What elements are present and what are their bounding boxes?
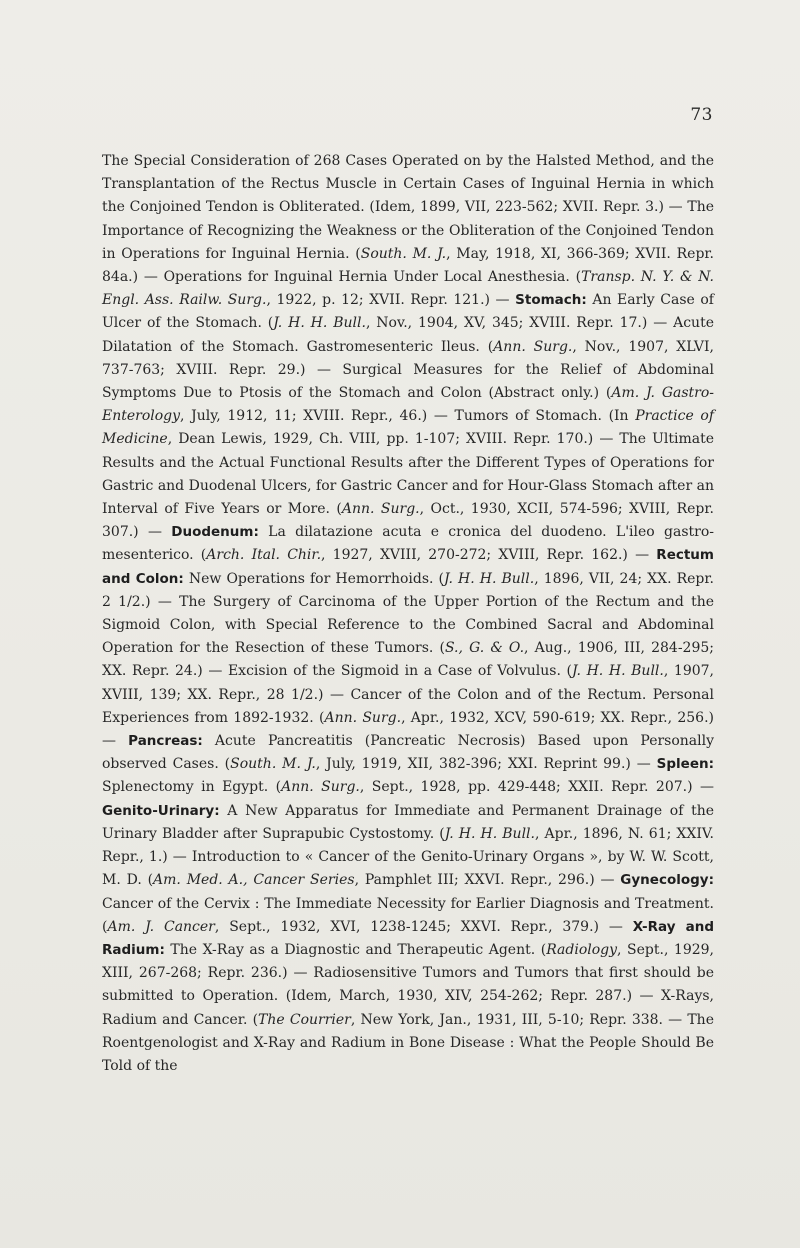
category-heading-duodenum: Duodenum: [171,524,259,541]
text-run: Splenectomy in Egypt. ( [102,779,282,796]
journal-title: Ann. Surg. [493,338,573,355]
journal-title: Ann. Surg. [341,501,420,518]
text-run: , 1896, VII, 24; XX. Repr. 2 1/2.) — The Surgery of Carcinoma of the Upper Portion of the Rectum and the Sigmoid Colon, with Special Reference to the Combined Sacral and Abdominal Operation for the Resection of these Tumors. ( [102,570,714,657]
journal-title: The Courrier [258,1011,351,1028]
journal-title: Am. J. Cancer [107,918,215,935]
text-run: , Oct., 1930, XCII, 574-596; XVIII, Repr. 307.) — [102,501,714,541]
bibliography-paragraph [102,150,714,1078]
text-run: Cancer of the Cervix : The Immediate Necessity for Earlier Diagnosis and Treatment. ( [102,895,714,935]
journal-title: J. H. H. Bull. [444,570,535,587]
journal-title: S., G. & O. [444,640,525,657]
text-run: The Special Consideration of 268 Cases Operated on by the Halsted Method, and the Transplantation of the Rectus Muscle in Certain Cases of Inguinal Hernia in which the Conjoined Tendon is Obliterated. (Idem, 1899, VII, 223-562; XVII. Repr. 3.) — The Importance of Recognizing the Weakness or the Obliteration of the Conjoined Tendon in Operations for Inguinal Hernia. ( [102,153,714,262]
journal-title: J. H. H. Bull. [444,825,535,842]
text-run: , Aug., 1906, III, 284-295; XX. Repr. 24.) — Excision of the Sigmoid in a Case of Volvulus. ( [102,640,714,680]
category-heading-rectum-colon: Rectum and Colon: [102,547,714,587]
text-run: New Operations for Hemorrhoids. ( [183,570,444,587]
text-run: , 1927, XVIII, 270-272; XVIII, Repr. 162.) — [321,547,657,564]
category-heading-genito-urinary: Genito-Urinary: [102,802,220,819]
journal-title: Ann. Surg. [281,779,360,796]
journal-title: Am. J. Gastro-Enterology [102,385,715,425]
journal-title: Transp. N. Y. & N. Engl. Ass. Railw. Surg. [102,269,714,309]
text-run: , Sept., 1932, XVI, 1238-1245; XXVI. Repr., 379.) — [214,918,633,935]
journal-title: J. H. H. Bull. [273,315,366,332]
text-run: , July, 1919, XII, 382-396; XXI. Reprint 99.) — [315,756,657,773]
text-run: A New Apparatus for Immediate and Permanent Drainage of the Urinary Bladder after Suprapubic Cystostomy. ( [102,802,714,842]
page-number: 73 [690,105,713,125]
text-run: , Dean Lewis, 1929, Ch. VIII, pp. 1-107; XVIII. Repr. 170.) — The Ultimate Results and the Actual Functional Results after the Different Types of Operations for Gastric and Duodenal Ulcers, for Gastric Cancer and for Hour-Glass Stomach after an Interval of Five Years or More. ( [102,431,714,518]
journal-title: Ann. Surg. [324,709,402,726]
journal-title: Arch. Ital. Chir. [206,547,322,564]
category-heading-spleen: Spleen: [656,756,715,773]
category-heading-gynecology: Gynecology: [620,872,714,889]
text-run: , Sept., 1929, XIII, 267-268; Repr. 236.) — Radiosensitive Tumors and Tumors that first should be submitted to Operation. (Idem, March, 1930, XIV, 254-262; Repr. 287.) — X-Rays, Radium and Cancer. ( [102,941,714,1028]
journal-title: South. M. J. [230,756,316,773]
journal-title: Radiology [546,941,618,958]
text-run: The X-Ray as a Diagnostic and Therapeutic Agent. ( [164,941,547,958]
category-heading-stomach: Stomach: [515,292,587,309]
text-run: , New York, Jan., 1931, III, 5-10; Repr. 338. — The Roentgenologist and X-Ray and Radium in Bone Disease : What the People Should Be Told of the [102,1011,714,1074]
text-run: , Nov., 1907, XLVI, 737-763; XVIII. Repr. 29.) — Surgical Measures for the Relief of Abdominal Symptoms Due to Ptosis of the Stomach and Colon (Abstract only.) ( [102,338,714,402]
category-heading-xray-radium: X-Ray and Radium: [102,918,715,958]
text-run: Acute Pancreatitis (Pancreatic Necrosis) Based upon Personally observed Cases. ( [102,733,715,773]
journal-title: J. H. H. Bull. [572,663,664,680]
text-run: , May, 1918, XI, 366-369; XVII. Repr. 84a.) — Operations for Inguinal Hernia Under Local Anesthesia. ( [102,245,715,286]
text-run: , July, 1912, 11; XVIII. Repr., 46.) — Tumors of Stomach. (In [180,408,636,425]
book-title: Practice of Medicine [102,408,714,448]
text-run: , Sept., 1928, pp. 429-448; XXII. Repr. 207.) — [359,779,714,796]
text-run: , 1907, XVIII, 139; XX. Repr., 28 1/2.) — Cancer of the Colon and of the Rectum. Personal Experiences from 1892-1932. ( [102,663,715,726]
text-run: , Apr., 1896, N. 61; XXIV. Repr., 1.) — Introduction to « Cancer of the Genito-Urinary Organs », by W. W. Scott, M. D. ( [102,825,714,889]
text-run: La dilatazione acuta e cronica del duodeno. L'ileo gastro-mesenterico. ( [102,524,714,564]
text-run: , 1922, p. 12; XVII. Repr. 121.) — [266,292,516,309]
text-run: An Early Case of Ulcer of the Stomach. ( [102,292,714,332]
text-run: , Apr., 1932, XCV, 590-619; XX. Repr., 256.) — [102,709,714,750]
text-run: , Pamphlet III; XXVI. Repr., 296.) — [354,872,621,889]
text-run: , Nov., 1904, XV, 345; XVIII. Repr. 17.) — Acute Dilatation of the Stomach. Gastromesenteric Ileus. ( [102,315,714,355]
category-heading-pancreas: Pancreas: [128,733,203,750]
journal-title: South. M. J. [360,245,447,262]
journal-title: Am. Med. A., Cancer Series [153,872,355,889]
